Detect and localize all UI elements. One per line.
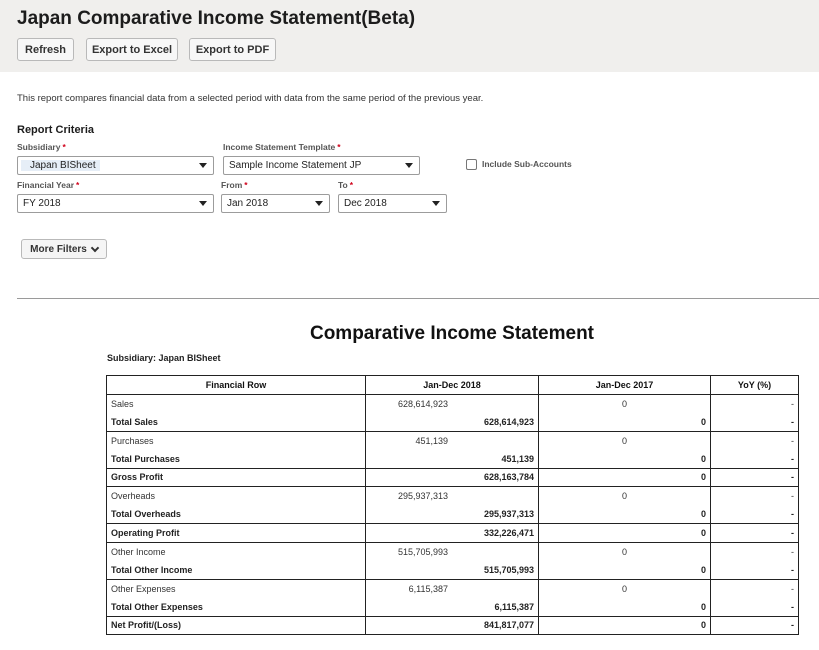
income-statement-template-select[interactable] <box>223 156 420 175</box>
table-row <box>107 431 799 450</box>
required-marker: * <box>349 180 354 190</box>
current-period-cell: 332,226,471 <box>366 524 539 543</box>
row-name-cell: Total Other Income <box>107 561 366 580</box>
yoy-cell: - <box>711 598 799 617</box>
dropdown-caret-icon <box>432 201 440 206</box>
template-value: Sample Income Statement JP <box>229 160 362 171</box>
table-row <box>107 450 799 469</box>
column-header: Financial Row <box>107 376 366 395</box>
current-period-cell: 628,163,784 <box>366 468 539 487</box>
previous-period-cell: 0 <box>539 450 711 469</box>
refresh-button[interactable]: Refresh <box>17 38 74 61</box>
yoy-cell: - <box>711 616 799 635</box>
current-period-cell: 295,937,313 <box>366 487 539 506</box>
row-name-cell: Net Profit/(Loss) <box>107 616 366 635</box>
row-name-cell: Overheads <box>107 487 366 506</box>
table-row <box>107 598 799 617</box>
financial-year-label: Financial Year * <box>17 180 80 190</box>
from-period-select[interactable] <box>221 194 330 213</box>
yoy-cell: - <box>711 487 799 506</box>
financial-year-select[interactable] <box>17 194 214 213</box>
previous-period-cell: 0 <box>539 616 711 635</box>
report-description: This report compares financial data from a selected period with data from the same period of the previous year. <box>17 93 484 104</box>
current-period-cell: 628,614,923 <box>366 394 539 413</box>
row-name-cell: Total Purchases <box>107 450 366 469</box>
table-row <box>107 579 799 598</box>
previous-period-cell: 0 <box>539 413 711 432</box>
previous-period-cell: 0 <box>539 505 711 524</box>
comparative-income-table <box>106 375 799 635</box>
yoy-cell: - <box>711 505 799 524</box>
chevron-down-icon <box>91 243 99 251</box>
previous-period-cell: 0 <box>539 524 711 543</box>
previous-period-cell: 0 <box>539 579 711 598</box>
row-name-cell: Total Sales <box>107 413 366 432</box>
previous-period-cell: 0 <box>539 487 711 506</box>
yoy-cell: - <box>711 542 799 561</box>
yoy-cell: - <box>711 394 799 413</box>
current-period-cell: 295,937,313 <box>366 505 539 524</box>
required-marker: * <box>76 180 80 190</box>
report-subsidiary-line: Subsidiary: Japan BISheet <box>107 353 221 363</box>
required-marker: * <box>62 142 66 152</box>
subsidiary-select[interactable] <box>17 156 214 175</box>
previous-period-cell: 0 <box>539 468 711 487</box>
previous-period-cell: 0 <box>539 394 711 413</box>
previous-period-cell: 0 <box>539 598 711 617</box>
row-name-cell: Total Other Expenses <box>107 598 366 617</box>
current-period-cell: 515,705,993 <box>366 561 539 580</box>
table-row <box>107 413 799 432</box>
previous-period-cell: 0 <box>539 431 711 450</box>
yoy-cell: - <box>711 579 799 598</box>
current-period-cell: 6,115,387 <box>366 598 539 617</box>
required-marker: * <box>244 180 248 190</box>
row-name-cell: Other Expenses <box>107 579 366 598</box>
row-name-cell: Purchases <box>107 431 366 450</box>
table-row <box>107 524 799 543</box>
row-name-cell: Operating Profit <box>107 524 366 543</box>
column-header: Jan-Dec 2018 <box>366 376 539 395</box>
row-name-cell: Gross Profit <box>107 468 366 487</box>
from-label: From * <box>221 180 248 190</box>
template-label: Income Statement Template * <box>223 142 341 152</box>
yoy-cell: - <box>711 450 799 469</box>
current-period-cell: 6,115,387 <box>366 579 539 598</box>
export-pdf-button[interactable]: Export to PDF <box>189 38 276 61</box>
required-marker: * <box>337 142 341 152</box>
yoy-cell: - <box>711 524 799 543</box>
dropdown-caret-icon <box>315 201 323 206</box>
table-row <box>107 616 799 635</box>
row-name-cell: Sales <box>107 394 366 413</box>
page-title: Japan Comparative Income Statement(Beta) <box>17 8 416 29</box>
yoy-cell: - <box>711 431 799 450</box>
to-period-select[interactable] <box>338 194 447 213</box>
column-header: YoY (%) <box>711 376 799 395</box>
previous-period-cell: 0 <box>539 542 711 561</box>
subsidiary-label: Subsidiary * <box>17 142 66 152</box>
yoy-cell: - <box>711 561 799 580</box>
dropdown-caret-icon <box>199 163 207 168</box>
yoy-cell: - <box>711 468 799 487</box>
table-body <box>107 394 799 635</box>
to-label: To * <box>338 180 354 190</box>
section-divider <box>17 298 819 299</box>
current-period-cell: 451,139 <box>366 431 539 450</box>
row-name-cell: Other Income <box>107 542 366 561</box>
current-period-cell: 628,614,923 <box>366 413 539 432</box>
to-value: Dec 2018 <box>344 198 387 209</box>
current-period-cell: 515,705,993 <box>366 542 539 561</box>
column-header: Jan-Dec 2017 <box>539 376 711 395</box>
export-excel-button[interactable]: Export to Excel <box>86 38 178 61</box>
page-header <box>0 0 819 72</box>
current-period-cell: 451,139 <box>366 450 539 469</box>
row-name-cell: Total Overheads <box>107 505 366 524</box>
yoy-cell: - <box>711 413 799 432</box>
report-criteria-title: Report Criteria <box>17 124 95 136</box>
table-row <box>107 468 799 487</box>
dropdown-caret-icon <box>199 201 207 206</box>
include-sub-accounts-label: Include Sub-Accounts <box>482 159 572 169</box>
financial-year-value: FY 2018 <box>23 198 61 209</box>
more-filters-label: More Filters <box>30 243 87 255</box>
current-period-cell: 841,817,077 <box>366 616 539 635</box>
previous-period-cell: 0 <box>539 561 711 580</box>
from-value: Jan 2018 <box>227 198 269 209</box>
subsidiary-value: Japan BISheet <box>21 160 100 171</box>
dropdown-caret-icon <box>405 163 413 168</box>
include-sub-accounts-checkbox[interactable] <box>466 159 477 170</box>
table-row <box>107 505 799 524</box>
table-header-row <box>107 376 799 395</box>
report-title: Comparative Income Statement <box>309 323 595 344</box>
table-row <box>107 487 799 506</box>
table-row <box>107 394 799 413</box>
more-filters-button[interactable] <box>21 239 107 259</box>
table-row <box>107 542 799 561</box>
table-row <box>107 561 799 580</box>
